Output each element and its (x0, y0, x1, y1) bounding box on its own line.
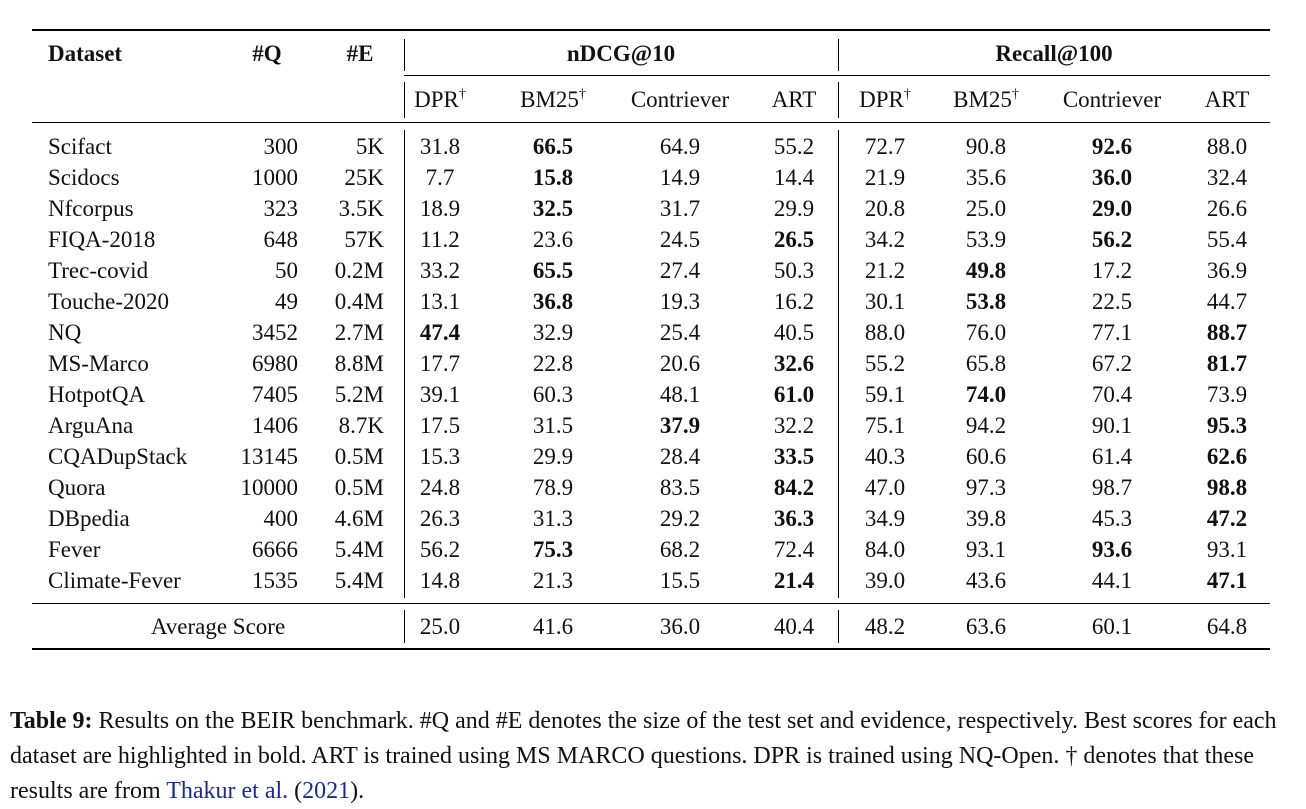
score-cell: 76.0 (965, 320, 1007, 345)
score-cell: 97.3 (965, 475, 1007, 500)
score-cell: 24.5 (659, 227, 701, 252)
query-count: 13145 (240, 444, 298, 469)
query-count: 6980 (252, 351, 298, 376)
score-cell: 65.8 (965, 351, 1007, 376)
score-cell: 72.4 (773, 537, 815, 562)
score-cell: 67.2 (1091, 351, 1133, 376)
subheader-label: DPR (414, 87, 459, 112)
best-score-cell: 36.3 (773, 506, 815, 531)
best-score-cell: 37.9 (659, 413, 701, 438)
score-cell: 40.3 (864, 444, 906, 469)
best-score-cell: 62.6 (1206, 444, 1248, 469)
group-header-ndcg: nDCG@10 (566, 41, 676, 66)
average-score-cell: 40.4 (773, 614, 815, 639)
average-score-cell: 25.0 (419, 614, 461, 639)
score-cell: 31.8 (419, 134, 461, 159)
query-count: 1406 (252, 413, 298, 438)
best-score-cell: 65.5 (532, 258, 574, 283)
score-cell: 29.2 (659, 506, 701, 531)
average-score-cell: 64.8 (1206, 614, 1248, 639)
score-cell: 70.4 (1091, 382, 1133, 407)
subheader-label: BM25 (520, 87, 579, 112)
evidence-size: 4.6M (334, 506, 384, 531)
column-header-dataset: Dataset (48, 41, 123, 66)
score-cell: 32.4 (1206, 165, 1248, 190)
best-score-cell: 32.6 (773, 351, 815, 376)
best-score-cell: 47.2 (1206, 506, 1248, 531)
score-cell: 93.1 (1206, 537, 1248, 562)
column-header-q: #Q (252, 41, 282, 66)
column-divider (838, 39, 839, 71)
column-divider (838, 130, 839, 598)
score-cell: 28.4 (659, 444, 701, 469)
score-cell: 84.0 (864, 537, 906, 562)
best-score-cell: 49.8 (965, 258, 1007, 283)
score-cell: 64.9 (659, 134, 701, 159)
best-score-cell: 66.5 (532, 134, 574, 159)
score-cell: 7.7 (425, 165, 455, 190)
score-cell: 34.2 (864, 227, 906, 252)
query-count: 323 (263, 196, 298, 221)
score-cell: 78.9 (532, 475, 574, 500)
dataset-name: NQ (48, 320, 82, 345)
score-cell: 24.8 (419, 475, 461, 500)
average-score-cell: 36.0 (659, 614, 701, 639)
dataset-name: Trec-covid (48, 258, 149, 283)
score-cell: 39.1 (419, 382, 461, 407)
evidence-size: 5.4M (334, 568, 384, 593)
column-header-e: #E (346, 41, 374, 66)
score-cell: 25.4 (659, 320, 701, 345)
best-score-cell: 74.0 (965, 382, 1007, 407)
score-cell: 17.7 (419, 351, 461, 376)
subheader-dpr (859, 87, 911, 113)
dagger-mark: † (458, 87, 466, 102)
average-rule (32, 603, 1270, 604)
subheader-art (1205, 87, 1250, 113)
score-cell: 30.1 (864, 289, 906, 314)
subheader-contriever (1063, 87, 1161, 113)
evidence-size: 57K (344, 227, 384, 252)
column-divider (838, 610, 839, 643)
score-cell: 73.9 (1206, 382, 1248, 407)
subheader-bm25 (520, 87, 586, 113)
best-score-cell: 98.8 (1206, 475, 1248, 500)
best-score-cell: 56.2 (1091, 227, 1133, 252)
caption-label: Table 9: (10, 708, 93, 734)
best-score-cell: 36.0 (1091, 165, 1133, 190)
score-cell: 17.5 (419, 413, 461, 438)
subheader-label: BM25 (953, 87, 1012, 112)
average-score-cell: 63.6 (965, 614, 1007, 639)
cmidrule-ndcg (404, 75, 838, 76)
query-count: 50 (275, 258, 298, 283)
dataset-name: ArguAna (48, 413, 134, 438)
best-score-cell: 93.6 (1091, 537, 1133, 562)
score-cell: 90.1 (1091, 413, 1133, 438)
score-cell: 83.5 (659, 475, 701, 500)
best-score-cell: 32.5 (532, 196, 574, 221)
subheader-dpr (414, 87, 466, 113)
score-cell: 36.9 (1206, 258, 1248, 283)
evidence-size: 2.7M (334, 320, 384, 345)
score-cell: 21.3 (532, 568, 574, 593)
dagger-mark: † (1011, 87, 1019, 102)
score-cell: 15.5 (659, 568, 701, 593)
top-rule (32, 29, 1270, 31)
score-cell: 61.4 (1091, 444, 1133, 469)
score-cell: 55.2 (864, 351, 906, 376)
score-cell: 45.3 (1091, 506, 1133, 531)
dataset-name: Nfcorpus (48, 196, 134, 221)
evidence-size: 8.7K (338, 413, 384, 438)
score-cell: 94.2 (965, 413, 1007, 438)
dataset-name: Fever (48, 537, 101, 562)
score-cell: 18.9 (419, 196, 461, 221)
score-cell: 31.7 (659, 196, 701, 221)
score-cell: 40.5 (773, 320, 815, 345)
score-cell: 39.8 (965, 506, 1007, 531)
score-cell: 60.6 (965, 444, 1007, 469)
best-score-cell: 29.0 (1091, 196, 1133, 221)
evidence-size: 5K (355, 134, 384, 159)
column-divider (404, 82, 405, 118)
evidence-size: 8.8M (334, 351, 384, 376)
score-cell: 17.2 (1091, 258, 1133, 283)
best-score-cell: 84.2 (773, 475, 815, 500)
dataset-name: MS-Marco (48, 351, 149, 376)
query-count: 6666 (252, 537, 298, 562)
score-cell: 22.8 (532, 351, 574, 376)
dataset-name: FIQA-2018 (48, 227, 156, 252)
average-score-cell: 48.2 (864, 614, 906, 639)
score-cell: 29.9 (773, 196, 815, 221)
score-cell: 31.3 (532, 506, 574, 531)
score-cell: 21.9 (864, 165, 906, 190)
query-count: 49 (275, 289, 298, 314)
dataset-name: DBpedia (48, 506, 130, 531)
evidence-size: 3.5K (338, 196, 384, 221)
evidence-size: 0.2M (334, 258, 384, 283)
score-cell: 53.9 (965, 227, 1007, 252)
column-divider (404, 39, 405, 71)
score-cell: 88.0 (864, 320, 906, 345)
score-cell: 88.0 (1206, 134, 1248, 159)
score-cell: 23.6 (532, 227, 574, 252)
dagger-mark: † (903, 87, 911, 102)
dataset-name: HotpotQA (48, 382, 146, 407)
best-score-cell: 92.6 (1091, 134, 1133, 159)
best-score-cell: 36.8 (532, 289, 574, 314)
cmidrule-recall (838, 75, 1270, 76)
best-score-cell: 81.7 (1206, 351, 1248, 376)
score-cell: 59.1 (864, 382, 906, 407)
score-cell: 25.0 (965, 196, 1007, 221)
subheader-label: ART (771, 87, 817, 112)
subheader-label: Contriever (1062, 87, 1162, 112)
dataset-name: Quora (48, 475, 106, 500)
score-cell: 20.6 (659, 351, 701, 376)
query-count: 400 (263, 506, 298, 531)
best-score-cell: 26.5 (773, 227, 815, 252)
score-cell: 72.7 (864, 134, 906, 159)
group-header-recall: Recall@100 (995, 41, 1113, 66)
score-cell: 56.2 (419, 537, 461, 562)
score-cell: 48.1 (659, 382, 701, 407)
caption-text: Results on the BEIR benchmark. #Q and #E denotes the size of the test set and evidence, respectively. Best scores for each dataset are highlighted in bold. ART is trained using MS MARCO questions. DPR is trained using NQ-Open. † denotes that these results are from (10, 708, 1277, 804)
average-score-cell: 60.1 (1091, 614, 1133, 639)
score-cell: 55.4 (1206, 227, 1248, 252)
query-count: 1535 (252, 568, 298, 593)
score-cell: 27.4 (659, 258, 701, 283)
score-cell: 98.7 (1091, 475, 1133, 500)
evidence-size: 0.5M (334, 444, 384, 469)
score-cell: 11.2 (420, 227, 460, 252)
score-cell: 55.2 (773, 134, 815, 159)
best-score-cell: 88.7 (1206, 320, 1248, 345)
score-cell: 39.0 (864, 568, 906, 593)
subheader-bm25 (953, 87, 1019, 113)
evidence-size: 0.5M (334, 475, 384, 500)
score-cell: 14.9 (659, 165, 701, 190)
dataset-name: Scifact (48, 134, 112, 159)
score-cell: 60.3 (532, 382, 574, 407)
best-score-cell: 33.5 (773, 444, 815, 469)
evidence-size: 25K (344, 165, 384, 190)
bottom-rule (32, 648, 1270, 650)
score-cell: 31.5 (532, 413, 574, 438)
score-cell: 16.2 (773, 289, 815, 314)
best-score-cell: 95.3 (1206, 413, 1248, 438)
column-divider (838, 82, 839, 118)
score-cell: 29.9 (532, 444, 574, 469)
header-rule (32, 122, 1270, 123)
score-cell: 33.2 (419, 258, 461, 283)
best-score-cell: 15.8 (532, 165, 574, 190)
score-cell: 19.3 (659, 289, 701, 314)
query-count: 1000 (252, 165, 298, 190)
evidence-size: 5.2M (334, 382, 384, 407)
score-cell: 50.3 (773, 258, 815, 283)
score-cell: 47.0 (864, 475, 906, 500)
score-cell: 14.8 (419, 568, 461, 593)
score-cell: 32.2 (773, 413, 815, 438)
best-score-cell: 47.4 (419, 320, 461, 345)
score-cell: 14.4 (773, 165, 815, 190)
dataset-name: Touche-2020 (48, 289, 170, 314)
subheader-contriever (631, 87, 729, 113)
dataset-name: Climate-Fever (48, 568, 181, 593)
score-cell: 44.7 (1206, 289, 1248, 314)
score-cell: 26.6 (1206, 196, 1248, 221)
evidence-size: 0.4M (334, 289, 384, 314)
score-cell: 68.2 (659, 537, 701, 562)
score-cell: 26.3 (419, 506, 461, 531)
score-cell: 13.1 (419, 289, 461, 314)
best-score-cell: 61.0 (773, 382, 815, 407)
subheader-art (772, 87, 817, 113)
score-cell: 44.1 (1091, 568, 1133, 593)
citation-link[interactable]: Thakur et al. (166, 778, 289, 804)
citation-paren-open: ( (288, 778, 303, 804)
score-cell: 77.1 (1091, 320, 1133, 345)
average-label: Average Score (150, 614, 286, 639)
citation-paren-close: ). (350, 778, 365, 804)
score-cell: 15.3 (419, 444, 461, 469)
subheader-label: ART (1204, 87, 1250, 112)
citation-year-link[interactable]: 2021 (302, 778, 351, 804)
score-cell: 75.1 (864, 413, 906, 438)
query-count: 7405 (252, 382, 298, 407)
column-divider (404, 130, 405, 598)
score-cell: 32.9 (532, 320, 574, 345)
dataset-name: Scidocs (48, 165, 120, 190)
table-caption (10, 704, 1300, 809)
score-cell: 43.6 (965, 568, 1007, 593)
score-cell: 34.9 (864, 506, 906, 531)
score-cell: 90.8 (965, 134, 1007, 159)
score-cell: 20.8 (864, 196, 906, 221)
average-score-cell: 41.6 (532, 614, 574, 639)
best-score-cell: 53.8 (965, 289, 1007, 314)
subheader-label: DPR (859, 87, 904, 112)
dataset-name: CQADupStack (48, 444, 188, 469)
best-score-cell: 21.4 (773, 568, 815, 593)
score-cell: 21.2 (864, 258, 906, 283)
score-cell: 35.6 (965, 165, 1007, 190)
evidence-size: 5.4M (334, 537, 384, 562)
subheader-label: Contriever (630, 87, 730, 112)
query-count: 300 (263, 134, 298, 159)
dagger-mark: † (578, 87, 586, 102)
query-count: 3452 (252, 320, 298, 345)
score-cell: 22.5 (1091, 289, 1133, 314)
column-divider (404, 610, 405, 643)
score-cell: 93.1 (965, 537, 1007, 562)
best-score-cell: 47.1 (1206, 568, 1248, 593)
best-score-cell: 75.3 (532, 537, 574, 562)
query-count: 10000 (240, 475, 298, 500)
query-count: 648 (263, 227, 298, 252)
